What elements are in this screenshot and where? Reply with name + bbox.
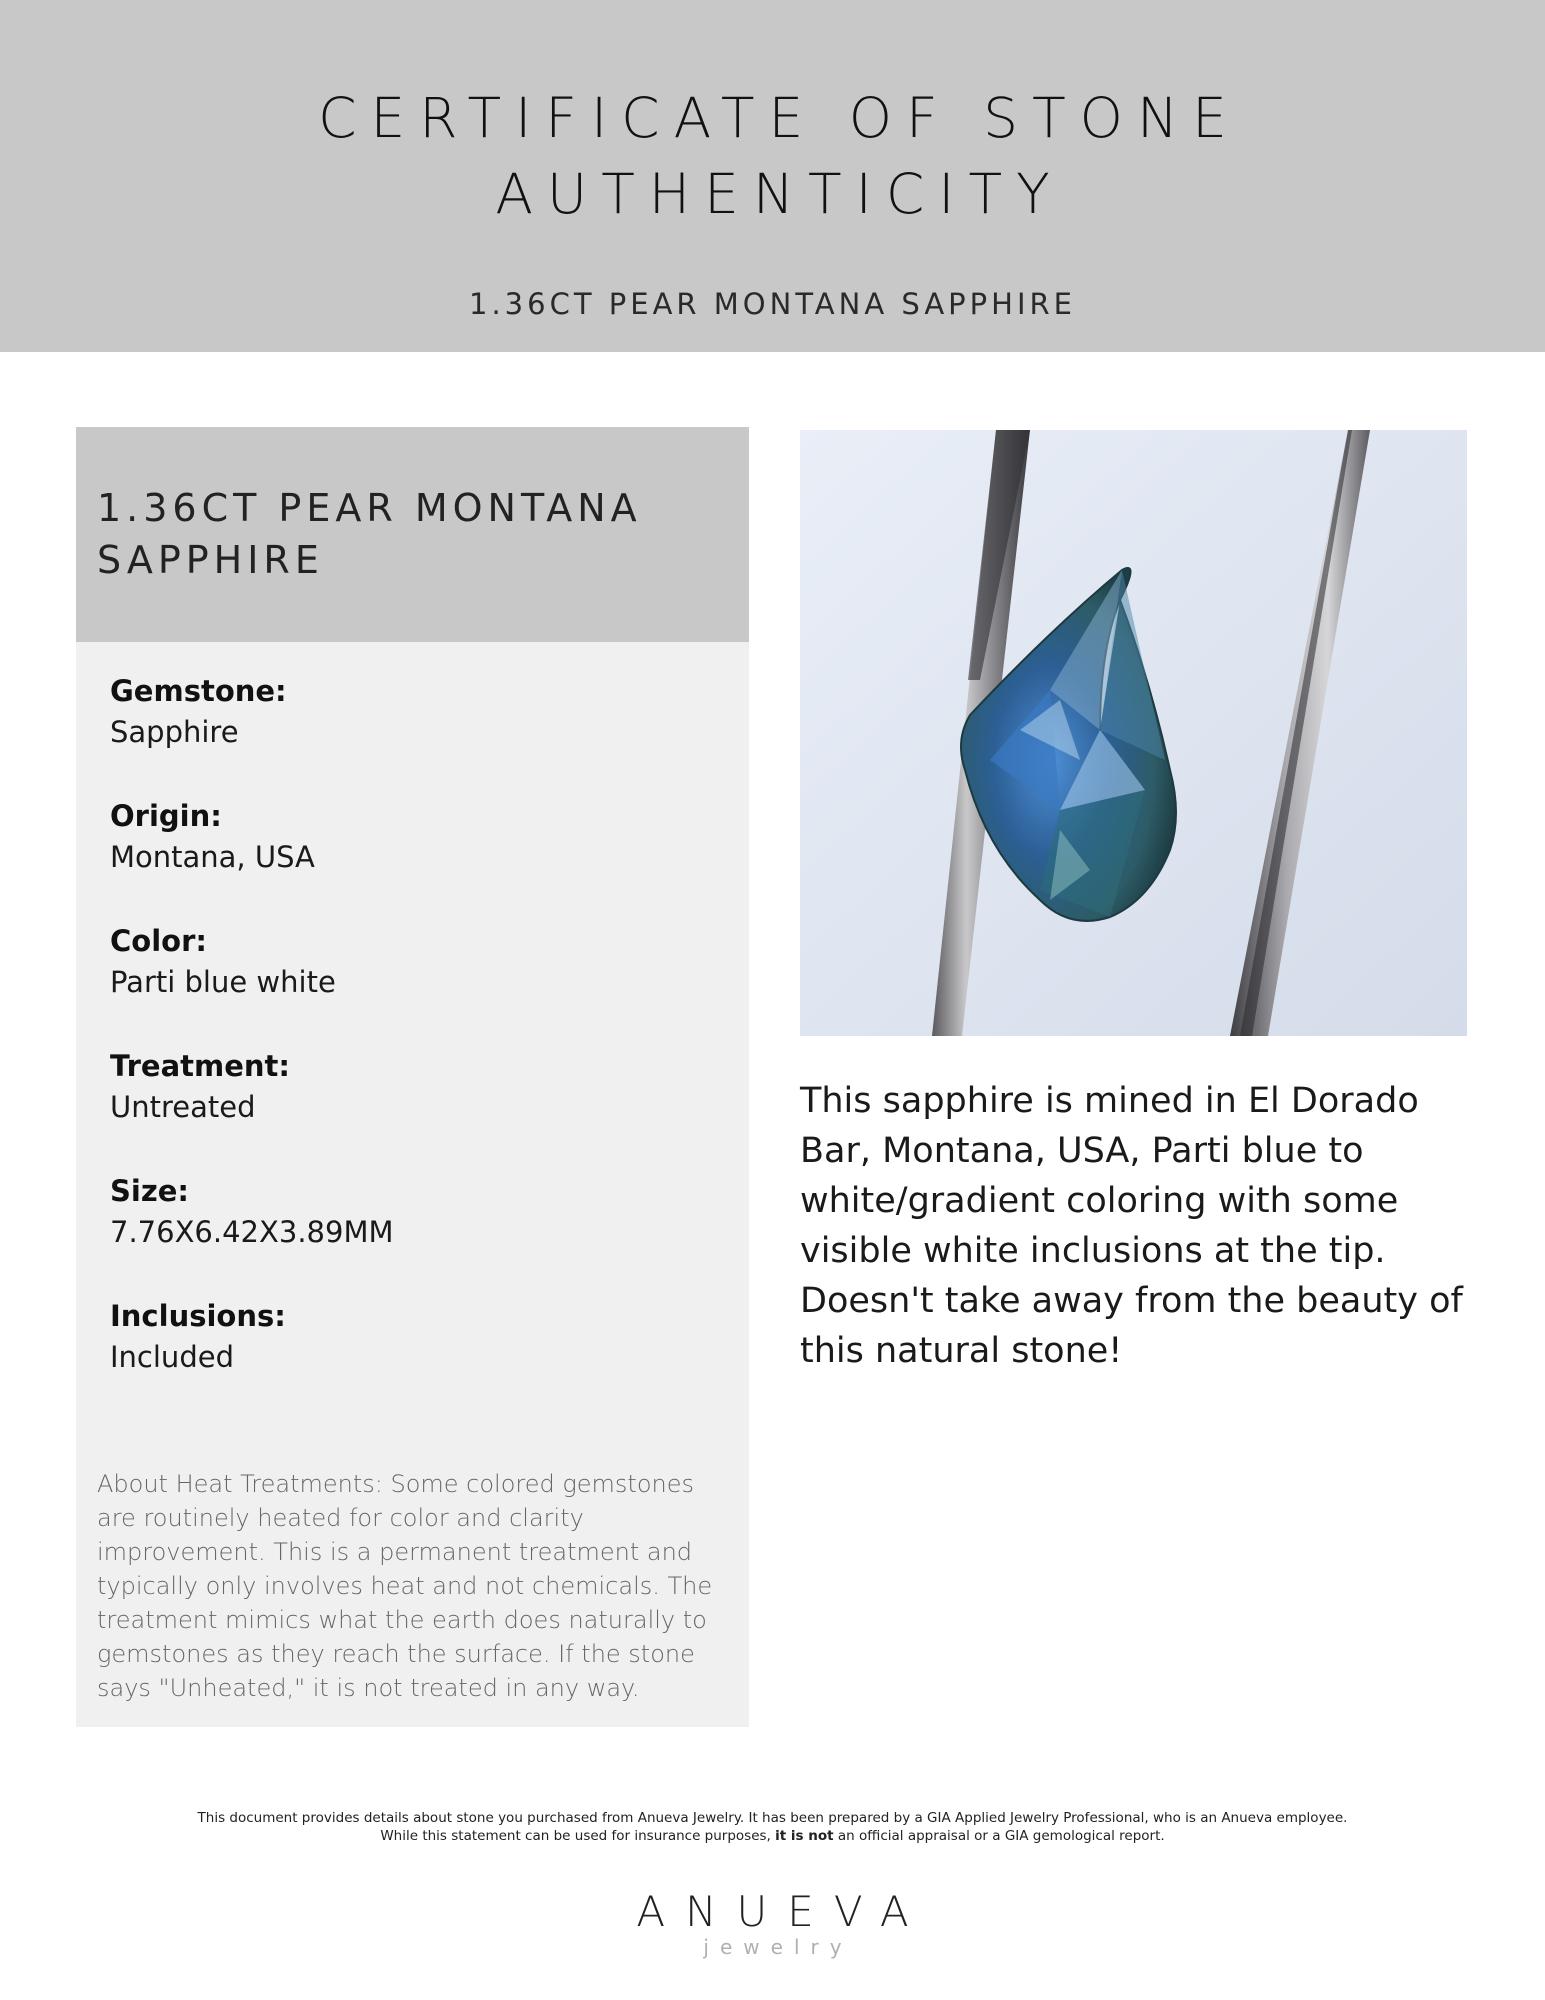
- stone-name-line1: 1.36CT PEAR MONTANA: [97, 486, 642, 530]
- spec-value: 7.76X6.42X3.89MM: [110, 1215, 394, 1249]
- spec-gemstone: [110, 671, 730, 753]
- disclaimer-line2-start: While this statement can be used for insurance purposes,: [380, 1828, 776, 1844]
- stone-name: [97, 482, 727, 586]
- footer-disclaimer: [0, 1809, 1545, 1845]
- heat-treatment-note: About Heat Treatments: Some colored gemstones are routinely heated for color and clarity improvement. This is a permanent treatment and typically only involves heat and not chemicals. The treatment mimics what the earth does naturally to gemstones as they reach the surface. If the stone says "Unheated," it is not treated in any way.: [97, 1470, 713, 1702]
- disclaimer-line2: [0, 1827, 1545, 1845]
- spec-value: Untreated: [110, 1090, 256, 1124]
- spec-label: Origin:: [110, 799, 222, 833]
- spec-label: Size:: [110, 1174, 189, 1208]
- header-banner: [0, 0, 1545, 352]
- certificate-subtitle: 1.36CT PEAR MONTANA SAPPHIRE: [469, 287, 1076, 321]
- spec-label: Inclusions:: [110, 1299, 286, 1333]
- brand-logo-wordmark: ANUEVA: [636, 1887, 929, 1936]
- spec-size: [110, 1171, 730, 1253]
- disclaimer-emphasis: it is not: [775, 1828, 834, 1844]
- spec-label: Gemstone:: [110, 674, 287, 708]
- spec-label: Color:: [110, 924, 207, 958]
- certificate-title-line1: CERTIFICATE OF STONE: [318, 86, 1241, 150]
- stone-description: This sapphire is mined in El Dorado Bar, Montana, USA, Parti blue to white/gradient coloring with some visible white inclusions at the tip. Doesn't take away from the beauty of this natural stone!: [800, 1081, 1463, 1371]
- disclaimer-line2-end: an official appraisal or a GIA gemological report.: [833, 1828, 1165, 1844]
- sapphire-photo: [800, 430, 1467, 1036]
- spec-value: Montana, USA: [110, 840, 315, 874]
- spec-value: Included: [110, 1340, 234, 1374]
- certificate-title-line2: AUTHENTICITY: [495, 162, 1064, 226]
- spec-origin: [110, 796, 730, 878]
- spec-inclusions: [110, 1296, 730, 1378]
- spec-value: Parti blue white: [110, 965, 336, 999]
- stone-info-header: [76, 427, 749, 642]
- stone-name-line2: SAPPHIRE: [97, 538, 324, 582]
- spec-treatment: [110, 1046, 730, 1128]
- spec-color: [110, 921, 730, 1003]
- brand-logo: [0, 1888, 1545, 1958]
- spec-label: Treatment:: [110, 1049, 290, 1083]
- stone-info-panel: [76, 427, 749, 1727]
- spec-value: Sapphire: [110, 715, 239, 749]
- brand-logo-tagline: jewelry: [703, 1935, 853, 1959]
- sapphire-photo-illustration: [800, 430, 1467, 1036]
- certificate-title: [0, 80, 1545, 232]
- disclaimer-line1: This document provides details about stone you purchased from Anueva Jewelry. It has been prepared by a GIA Applied Jewelry Professional, who is an Anueva employee.: [197, 1810, 1348, 1826]
